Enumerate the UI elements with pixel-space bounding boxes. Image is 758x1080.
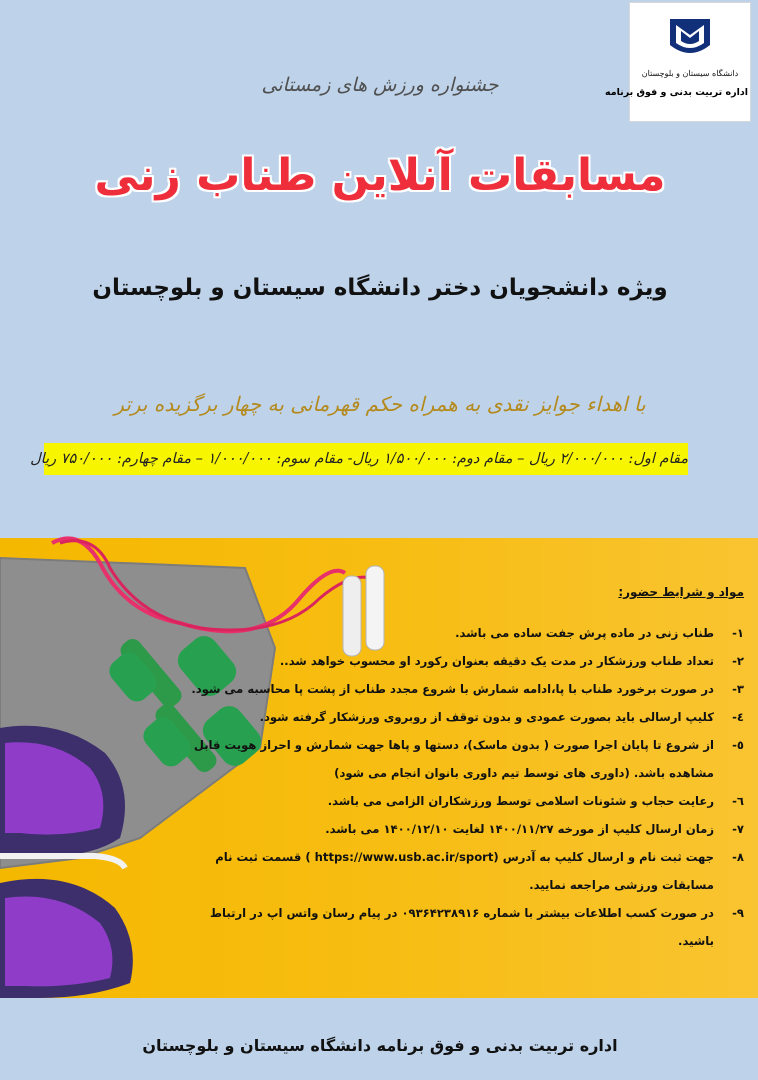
- item-number: ٤-: [732, 710, 744, 724]
- list-item: [184, 647, 744, 675]
- item-text: کلیپ ارسالی باید بصورت عمودی و بدون توقف از روبروی ورزشکار گرفته شود.: [259, 710, 714, 724]
- footer-department: اداره تربیت بدنی و فوق برنامه دانشگاه سیستان و بلوچستان: [142, 1036, 618, 1055]
- item-number: ۲-: [732, 654, 744, 668]
- list-item: [184, 703, 744, 731]
- conditions-section: [184, 585, 744, 955]
- item-text: زمان ارسال کلیپ از مورخه ۱۴۰۰/۱۱/۲۷ لغایت ۱۴۰۰/۱۲/۱۰ می باشد.: [325, 822, 714, 836]
- item-number: ۸-: [732, 850, 744, 864]
- item-text: از شروع تا پایان اجرا صورت ( بدون ماسک)، دستها و پاها جهت شمارش و احراز هویت قابل مشاهده باشد. (داوری های توسط تیم داوری بانوان انجام می شود): [193, 738, 714, 780]
- item-number: ٥-: [732, 738, 744, 752]
- item-text: در صورت برخورد طناب با پا،ادامه شمارش با شروع مجدد طناب از پشت پا محاسبه می شود.: [191, 682, 714, 696]
- list-item: [184, 619, 744, 647]
- conditions-heading: مواد و شرایط حضور:: [618, 585, 744, 599]
- subtitle: ویژه دانشجویان دختر دانشگاه سیستان و بلوچستان: [92, 275, 668, 301]
- university-logo-icon: [667, 15, 713, 61]
- prize-amounts: مقام اول: ۲/۰۰۰/۰۰۰ ریال – مقام دوم: ۱/۵۰۰/۰۰۰ ریال- مقام سوم: ۱/۰۰۰/۰۰۰ – مقام چهارم: ۷۵۰/۰۰۰ ریال: [44, 443, 688, 475]
- item-text: در صورت کسب اطلاعات بیشتر با شماره ۰۹۳۶۴۲۳۸۹۱۶ در پیام رسان واتس اپ در ارتباط باشید.: [210, 906, 714, 948]
- page-title: مسابقات آنلاین طناب زنی: [94, 150, 666, 201]
- list-item: [184, 787, 744, 815]
- list-item: [184, 675, 744, 703]
- item-text: طناب زنی در ماده پرش جفت ساده می باشد.: [455, 626, 714, 640]
- item-text: رعایت حجاب و شئونات اسلامی توسط ورزشکاران الزامی می باشد.: [327, 794, 714, 808]
- item-text: تعداد طناب ورزشکار در مدت یک دقیقه بعنوان رکورد او محسوب خواهد شد..: [279, 654, 714, 668]
- item-text: جهت ثبت نام و ارسال کلیپ به آدرس (https://www.usb.ac.ir/sport ) قسمت ثبت نام مسابقات ورزشی مراجعه نمایید.: [215, 850, 714, 892]
- logo-department-name: اداره تربیت بدنی و فوق برنامه: [604, 87, 748, 98]
- item-number: ۱-: [732, 626, 744, 640]
- list-item: [184, 815, 744, 843]
- item-number: ۹-: [732, 906, 744, 920]
- list-item: [184, 843, 744, 899]
- list-item: [184, 899, 744, 955]
- list-item: [184, 731, 744, 787]
- item-number: ۷-: [732, 822, 744, 836]
- item-number: ۳-: [732, 682, 744, 696]
- logo-university-name: دانشگاه سیستان و بلوچستان: [641, 69, 739, 78]
- item-number: ٦-: [732, 794, 744, 808]
- conditions-list: [184, 619, 744, 955]
- university-logo: [604, 2, 751, 122]
- festival-title: جشنواره ورزش های زمستانی: [261, 74, 499, 96]
- prize-announcement: با اهداء جوایز نقدی به همراه حکم قهرمانی به چهار برگزیده برتر: [114, 392, 646, 416]
